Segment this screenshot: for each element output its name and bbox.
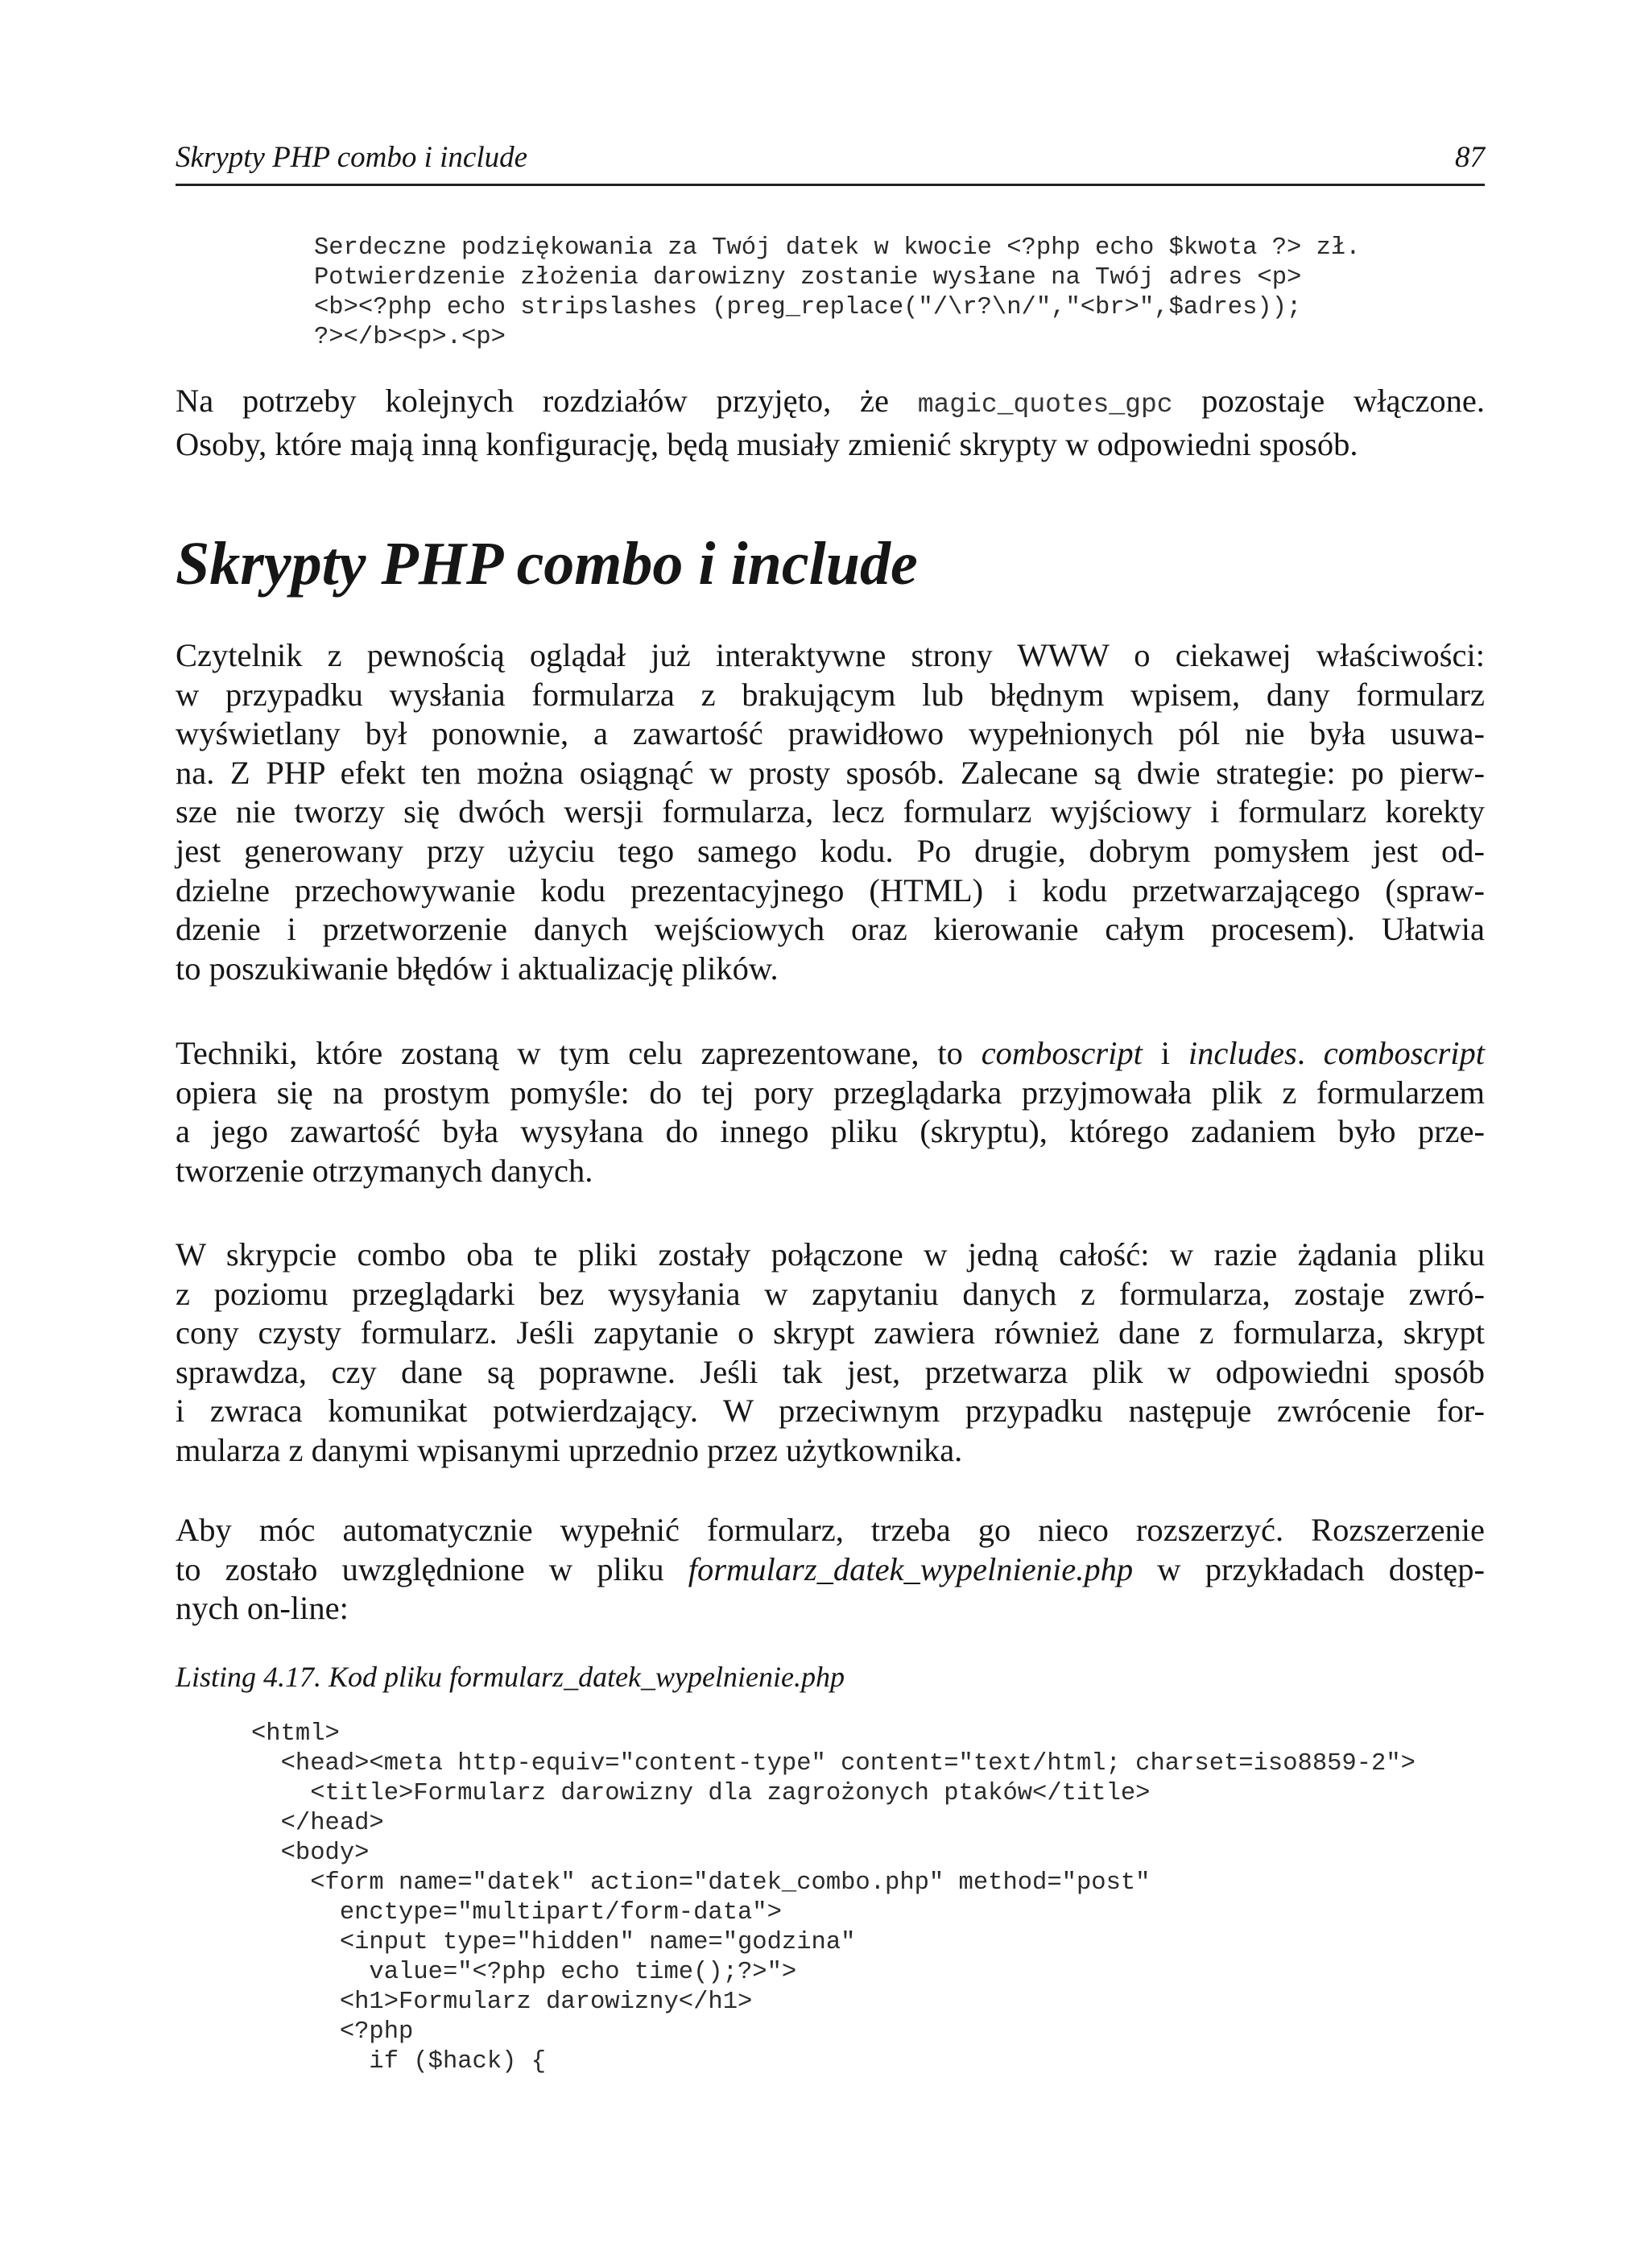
- paragraph-line: jest generowany przy użyciu tego samego kodu. Po drugie, dobrym pomysłem jest od-: [176, 832, 1485, 869]
- section-heading: Skrypty PHP combo i include: [176, 530, 918, 598]
- paragraph-line: tworzenie otrzymanych danych.: [176, 1152, 593, 1189]
- page-number: 87: [1455, 141, 1485, 174]
- paragraph-line: sze nie tworzy się dwóch wersji formularza, lecz formularz wyjściowy i formularz korekty: [176, 793, 1485, 830]
- code-line: <html>: [251, 1720, 340, 1748]
- paragraph-line: to poszukiwanie błędów i aktualizację plików.: [176, 950, 779, 987]
- paragraph-line: Osoby, które mają inną konfigurację, będą musiały zmienić skrypty w odpowiedni sposób.: [176, 425, 1358, 462]
- paragraph-line: Aby móc automatycznie wypełnić formularz, trzeba go nieco rozszerzyć. Rozszerzenie: [176, 1512, 1485, 1548]
- paragraph-line: nych on-line:: [176, 1590, 349, 1627]
- running-head: [176, 137, 1485, 186]
- paragraph-line: to zostało uwzględnione w pliku formularz_datek_wypelnienie.php w przykładach dostęp-: [176, 1550, 1485, 1587]
- italic-term: includes: [1188, 1035, 1297, 1071]
- paragraph-line: i zwraca komunikat potwierdzający. W przeciwnym przypadku następuje zwrócenie for-: [176, 1393, 1485, 1430]
- code-line: <?php: [251, 2018, 414, 2046]
- paragraph-line: dzenie i przetworzenie danych wejściowych oraz kierowanie całym procesem). Ułatwia: [176, 911, 1485, 948]
- code-line: <head><meta http-equiv="content-type" content="text/html; charset=iso8859-2">: [251, 1750, 1415, 1778]
- paragraph-extension: [176, 1511, 1485, 1629]
- paragraph-line: wyświetlany był ponownie, a zawartość prawidłowo wypełnionych pól nie była usuwa-: [176, 715, 1485, 752]
- paragraph-line: sprawdza, czy dane są poprawne. Jeśli tak jest, przetwarza plik w odpowiedni sposób: [176, 1353, 1485, 1390]
- code-line: if ($hack) {: [251, 2048, 547, 2076]
- paragraph-line: w przypadku wysłania formularza z brakującym lub błędnym wpisem, dany formularz: [176, 676, 1485, 713]
- code-line: <input type="hidden" name="godzina": [251, 1929, 856, 1956]
- paragraph-line: Na potrzeby kolejnych rozdziałów przyjęto, że magic_quotes_gpc pozostaje włączone.: [176, 383, 1485, 420]
- code-line: enctype="multipart/form-data">: [251, 1899, 782, 1927]
- paragraph-line: opiera się na prostym pomyśle: do tej pory przeglądarka przyjmowała plik z formularzem: [176, 1074, 1485, 1111]
- paragraph-intro: [176, 636, 1485, 988]
- code-block-top: [314, 234, 1361, 353]
- code-line: value="<?php echo time();?>">: [251, 1959, 797, 1986]
- inline-code: magic_quotes_gpc: [917, 390, 1173, 420]
- code-line: <form name="datek" action="datek_combo.php" method="post": [251, 1869, 1151, 1897]
- paragraph-line: dzielne przechowywanie kodu prezentacyjnego (HTML) i kodu przetwarzającego (spraw-: [176, 871, 1485, 908]
- running-head-title: Skrypty PHP combo i include: [176, 141, 528, 174]
- paragraph-line: na. Z PHP efekt ten można osiągnąć w prosty sposób. Zalecane są dwie strategie: po pierw-: [176, 754, 1485, 791]
- code-line: <title>Formularz darowizny dla zagrożonych ptaków</title>: [251, 1780, 1151, 1807]
- code-listing: [251, 1720, 1415, 2077]
- code-line: </head>: [251, 1810, 384, 1837]
- code-line: <h1>Formularz darowizny</h1>: [251, 1989, 753, 2016]
- listing-caption: Listing 4.17. Kod pliku formularz_datek_wypelnienie.php: [176, 1661, 845, 1693]
- code-line: ?></b><p>.<p>: [314, 324, 506, 351]
- paragraph-line: z poziomu przeglądarki bez wysyłania w zapytaniu danych z formularza, zostaje zwró-: [176, 1275, 1485, 1312]
- paragraph-line: a jego zawartość była wysyłana do innego pliku (skryptu), którego zadaniem było prze-: [176, 1113, 1485, 1150]
- code-line: <body>: [251, 1840, 370, 1867]
- italic-term: comboscript: [1323, 1035, 1485, 1071]
- paragraph-magic-quotes: [176, 382, 1485, 464]
- paragraph-line: W skrypcie combo oba te pliki zostały połączone w jedną całość: w razie żądania pliku: [176, 1236, 1485, 1273]
- code-line: Serdeczne podziękowania za Twój datek w kwocie <?php echo $kwota ?> zł.: [314, 234, 1361, 262]
- paragraph-line: cony czysty formularz. Jeśli zapytanie o skrypt zawiera również dane z formularza, skrypt: [176, 1314, 1485, 1351]
- paragraph-techniques: [176, 1034, 1485, 1190]
- paragraph-line: Techniki, które zostaną w tym celu zaprezentowane, to comboscript i includes. comboscript: [176, 1035, 1485, 1071]
- code-line: Potwierdzenie złożenia darowizny zostanie wysłane na Twój adres <p>: [314, 264, 1302, 292]
- italic-term: comboscript: [981, 1035, 1143, 1071]
- paragraph-line: mularza z danymi wpisanymi uprzednio przez użytkownika.: [176, 1431, 963, 1468]
- paragraph-line: Czytelnik z pewnością oglądał już interaktywne strony WWW o ciekawej właściwości:: [176, 637, 1485, 673]
- paragraph-combo: [176, 1235, 1485, 1471]
- italic-filename: formularz_datek_wypelnienie.php: [688, 1550, 1134, 1587]
- code-line: <b><?php echo stripslashes (preg_replace("/\r?\n/","<br>",$adres));: [314, 294, 1302, 321]
